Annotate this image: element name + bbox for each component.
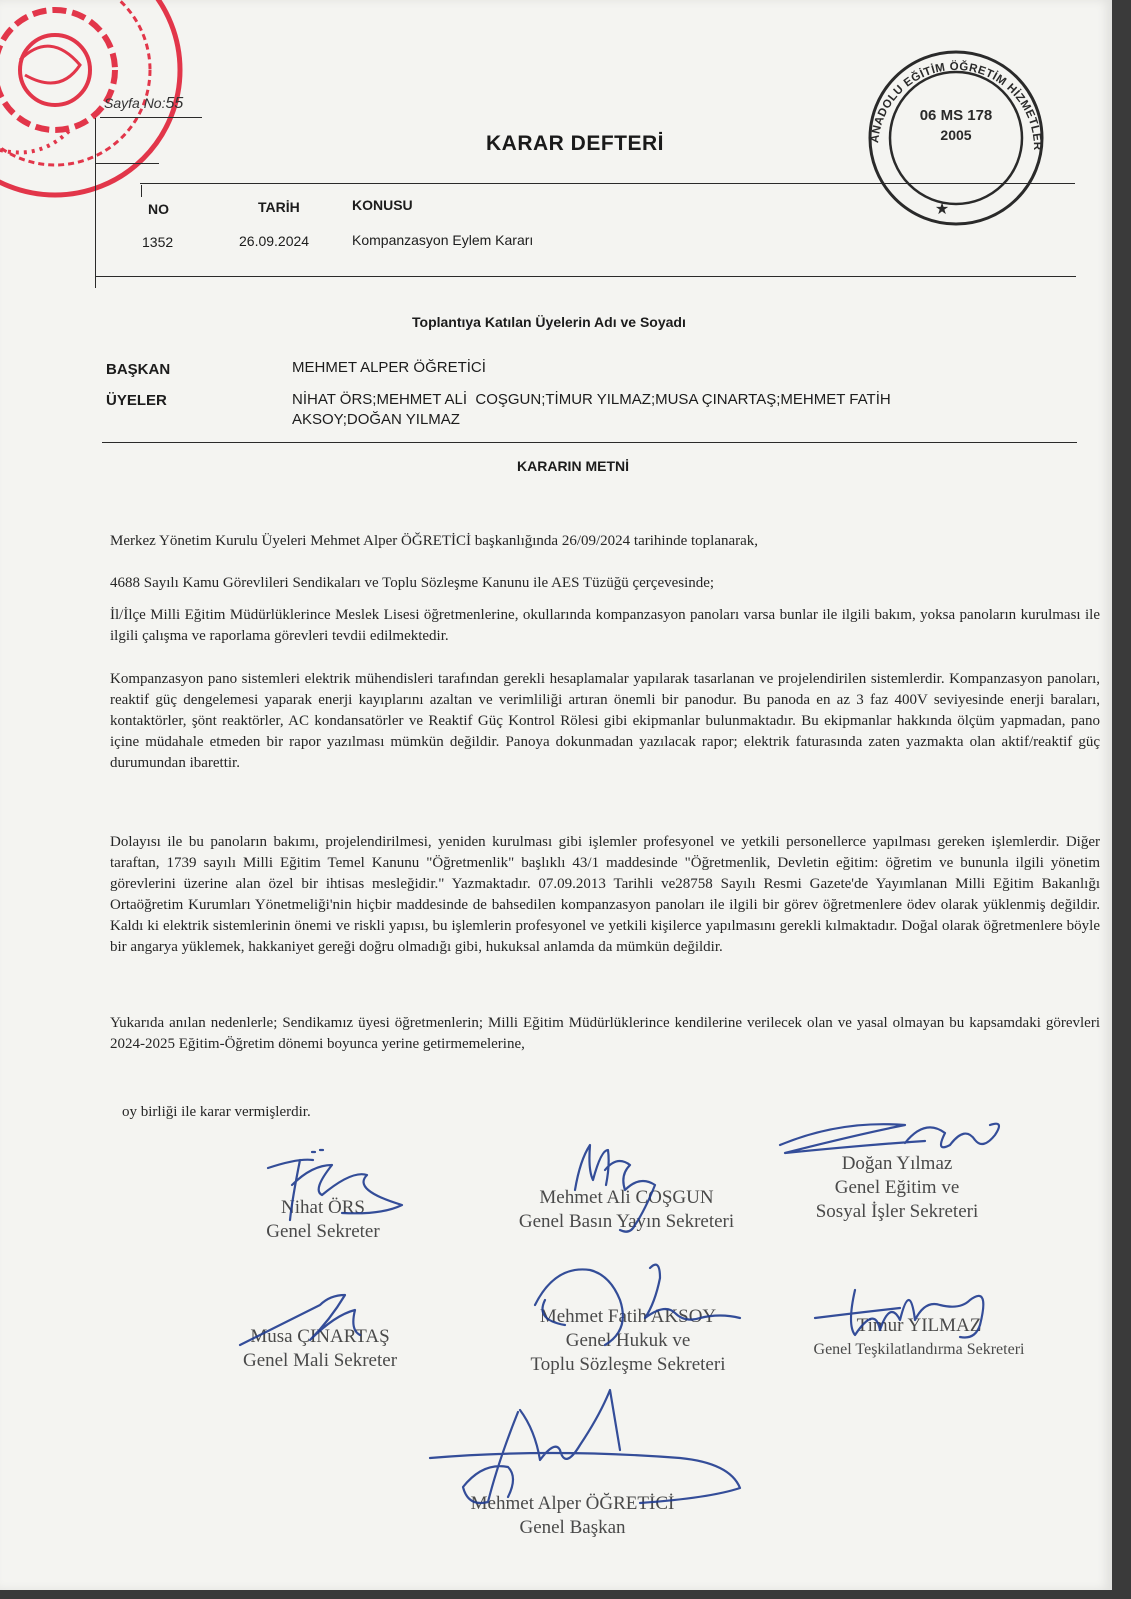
members-line: NİHAT ÖRS;MEHMET ALİ COŞGUN;TİMUR YILMAZ;MUSA ÇINARTAŞ;MEHMET FATİH <box>292 391 891 408</box>
signatory-name: Mehmet Ali COŞGUN <box>539 1187 714 1208</box>
signatory-title: Genel Teşkilatlandırma Sekreteri <box>813 1341 1025 1358</box>
signatory-title: Sosyal İşler Sekreteri <box>815 1201 979 1222</box>
page-number-label: Sayfa No: <box>104 95 166 111</box>
president-label: BAŞKAN <box>106 361 171 378</box>
signatory-title: Toplu Sözleşme Sekreteri <box>530 1354 726 1375</box>
paragraph: Yukarıda anılan nedenlerle; Sendikamız üyesi öğretmenlerin; Milli Eğitim Müdürlüklerince kendilerine verilecek olan ve yasal olmayan bu kapsamdaki görevleri 2024-2025 Eğitim-Öğretim dönemi boyunca yerine getirmemelerine, <box>110 1015 1100 1052</box>
page-title: KARAR DEFTERİ <box>486 132 664 155</box>
stamp-year: 2005 <box>940 127 972 143</box>
signatory-name: Timur YILMAZ <box>856 1315 982 1336</box>
subject-column-header: KONUSU <box>352 197 413 213</box>
record-no: 1352 <box>142 234 174 250</box>
paragraph: Merkez Yönetim Kurulu Üyeleri Mehmet Alper ÖĞRETİCİ başkanlığında 26/09/2024 tarihinde toplanarak, <box>110 533 759 549</box>
page-number-value: 55 <box>165 95 184 112</box>
decision-heading: KARARIN METNİ <box>517 458 629 474</box>
members-label: ÜYELER <box>106 392 167 409</box>
signatory-title: Genel Hukuk ve <box>565 1330 691 1351</box>
signatory-name: Nihat ÖRS <box>281 1197 365 1218</box>
signatory-name: Doğan Yılmaz <box>841 1153 953 1174</box>
signatory-title: Genel Basın Yayın Sekreteri <box>518 1211 735 1232</box>
signatory-title: Genel Başkan <box>519 1517 626 1538</box>
no-column-header: NO <box>148 201 169 217</box>
members-line: AKSOY;DOĞAN YILMAZ <box>292 411 460 428</box>
record-date: 26.09.2024 <box>239 233 310 249</box>
signatory-title: Genel Mali Sekreter <box>242 1350 398 1371</box>
stamp-ring-text: ANADOLU EĞİTİM ÖĞRETİM HİZMETLERİ SENDİKASI <box>853 39 1044 151</box>
signatory-name: Musa ÇINARTAŞ <box>250 1326 390 1347</box>
paragraph: Kompanzasyon pano sistemleri elektrik mühendisleri tarafından gerekli hesaplamalar yapılarak tasarlanan ve projelendirilen sistemlerdir. Kompanzasyon panoları, reaktif güç dengelemesi yaparak enerji kayıplarını azaltan ve verimliliği artıran önemli bir panodur. Bu panoda en az 3 faz 400V seviyesinde enerji baraları, kontaktörler, şönt reaktörler, AC kondansatörler ve Reaktif Güç Kontrol Rölesi gibi ekipmanlar bulunmaktadır. Bu ekipmanlar hakkında ölçüm yapmadan, pano içine müdahale etmeden bir rapor yazılması mümkün değildir. Panoya dokunmadan yazılacak rapor; elektrik faturasında zaten yazmakta olan aktif/reaktif güç durumundan ibarettir. <box>110 671 1100 771</box>
signatory-title: Genel Sekreter <box>266 1221 380 1242</box>
signatory-name: Mehmet Fatih AKSOY <box>539 1306 717 1327</box>
attendees-heading: Toplantıya Katılan Üyelerin Adı ve Soyadı <box>412 314 686 330</box>
closing-statement: oy birliği ile karar vermişlerdir. <box>122 1104 311 1120</box>
date-column-header: TARİH <box>258 199 300 215</box>
paragraph: İl/İlçe Milli Eğitim Müdürlüklerince Meslek Lisesi öğretmenlerine, okullarında kompanzasyon panoları varsa bunlar ile ilgili bakım, yoksa panoların kurulması ile ilgili çalışma ve raporlama görevleri tevdii edilmektedir. <box>110 607 1100 644</box>
signatory-title: Genel Eğitim ve <box>834 1177 960 1198</box>
signatory-name: Mehmet Alper ÖĞRETİCİ <box>470 1493 675 1514</box>
record-subject: Kompanzasyon Eylem Kararı <box>352 232 534 248</box>
paragraph: Dolayısı ile bu panoların bakımı, projelendirilmesi, yeniden kurulması gibi işlemler profesyonel ve yetkili personellerce yapılması gereken işlemlerdir. Diğer taraftan, 1739 sayılı Milli Eğitim Temel Kanunu "Öğretmenlik" başlıklı 43/1 maddesinde "Öğretmenlik, Devletin eğitim: öğretim ve bununla ilgili yönetim görevlerini üzerine alan özel bir ihtisas mesleğidir." Yazmaktadır. 07.09.2013 Tarihli ve28758 Sayılı Resmi Gazete'de Yayımlanan Milli Eğitim Bakanlığı Ortaöğretim Kurumları Yönetmeliği'nin hiçbir maddesinde de bahsedilen kompanzasyon panoları ile ilgili bir görev öğretmenlere ödev olarak yüklenmiş değildir. Kaldı ki elektrik sistemlerinin önemi ve riskli yapısı, bu işlemlerin profesyonel ve yetkili kişilerce yapılmasını gerekli kılmaktadır. Doğal olarak öğretmenlere böyle bir angarya yüklemek, hakkaniyet gereği doğru olmadığı gibi, hukuksal anlamda da mümkün değildir. <box>110 834 1100 955</box>
stamp-star-icon: ★ <box>934 201 950 218</box>
president-name: MEHMET ALPER ÖĞRETİCİ <box>292 359 486 376</box>
stamp-code: 06 MS 178 <box>919 107 993 124</box>
paragraph: 4688 Sayılı Kamu Görevlileri Sendikaları ve Toplu Sözleşme Kanunu ile AES Tüzüğü çerçevesinde; <box>110 575 715 591</box>
